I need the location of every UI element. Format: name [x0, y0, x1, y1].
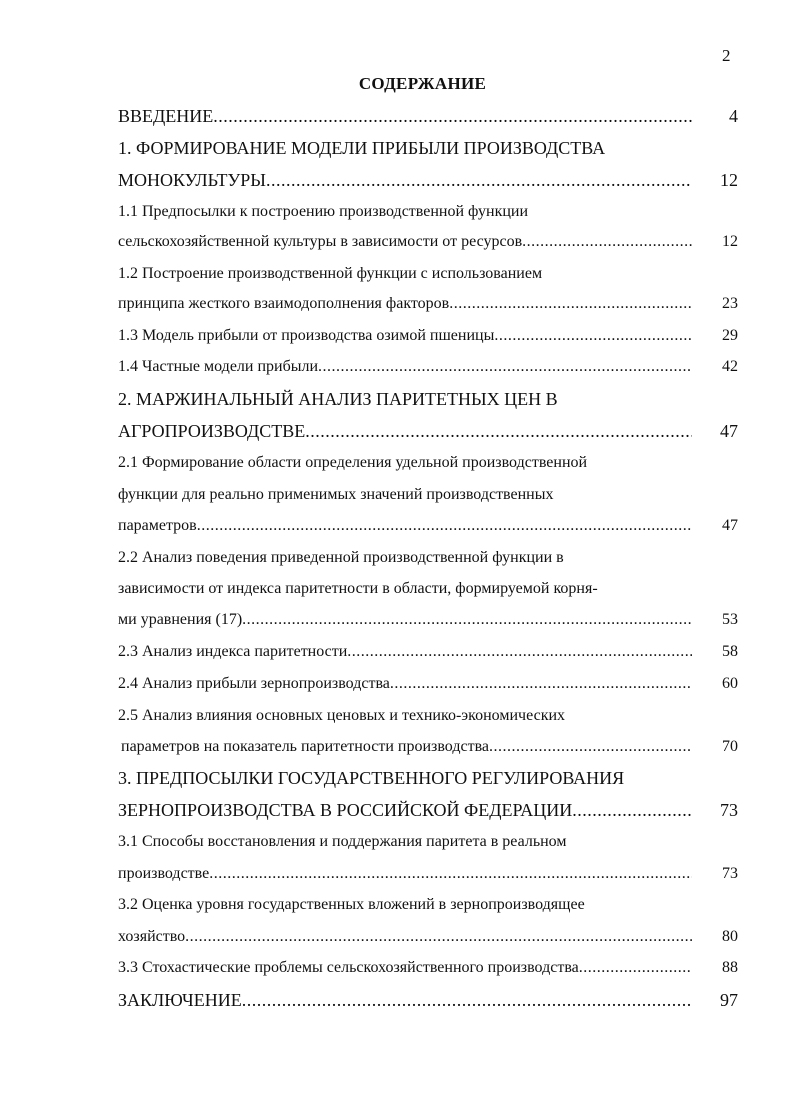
toc-entry-title: 3.3 Стохастические проблемы сельскохозяйственного производства [118, 959, 579, 976]
toc-leader-dots [494, 324, 692, 348]
toc-leader-dots [185, 925, 692, 949]
toc-entry-3-1-line-1: 3.1 Способы восстановления и поддержания паритета в реальном [118, 833, 567, 850]
toc-entry-title: параметров на показатель паритетности производства [121, 738, 490, 755]
toc-leader-dots [242, 988, 692, 1012]
toc-entry-1-1 [118, 230, 738, 254]
toc-entry-2-1-line-2: функции для реально применимых значений производственных [118, 486, 554, 503]
toc-leader-dots [266, 168, 692, 192]
toc-entry-chapter-3-line-1: 3. ПРЕДПОСЫЛКИ ГОСУДАРСТВЕННОГО РЕГУЛИРОВАНИЯ [118, 768, 625, 788]
toc-entry-1-4 [118, 355, 738, 379]
toc-entry-2-2-line-2: зависимости от индекса паритетности в области, формируемой корня- [118, 580, 598, 597]
toc-entry-page: 4 [729, 106, 738, 126]
toc-leader-dots [522, 230, 692, 254]
toc-entry-page: 60 [722, 675, 738, 692]
toc-entry-page: 73 [722, 865, 738, 882]
toc-entry-page: 47 [720, 421, 738, 441]
toc-entry-2-1-line-1: 2.1 Формирование области определения удельной производственной [118, 454, 588, 471]
toc-leader-dots [347, 640, 692, 664]
toc-entry-2-4 [118, 672, 738, 696]
toc-entry-page: 97 [720, 990, 738, 1010]
toc-leader-dots [489, 735, 692, 759]
toc-entry-chapter-2 [118, 419, 738, 443]
toc-leader-dots [318, 355, 692, 379]
toc-entry-introduction [118, 104, 738, 128]
page-title: СОДЕРЖАНИЕ [358, 74, 487, 93]
toc-entry-page: 12 [720, 170, 738, 190]
toc-entry-page: 12 [722, 233, 738, 250]
toc-entry-title: 2.4 Анализ прибыли зернопроизводства [118, 675, 390, 692]
toc-leader-dots [449, 292, 692, 316]
toc-entry-chapter-3 [118, 798, 738, 822]
toc-leader-dots [390, 672, 692, 696]
toc-entry-chapter-1-line-1: 1. ФОРМИРОВАНИЕ МОДЕЛИ ПРИБЫЛИ ПРОИЗВОДСТВА [118, 138, 606, 158]
toc-leader-dots [213, 104, 692, 128]
toc-entry-1-3 [118, 324, 738, 348]
toc-leader-dots [305, 419, 692, 443]
toc-entry-page: 70 [722, 738, 738, 755]
toc-entry-title: ми уравнения (17) [118, 611, 243, 628]
toc-entry-2-2 [118, 608, 738, 632]
toc-entry-page: 23 [722, 295, 738, 312]
toc-entry-page: 73 [720, 800, 738, 820]
toc-entry-title: ВВЕДЕНИЕ [118, 106, 214, 126]
toc-entry-title: МОНОКУЛЬТУРЫ [118, 170, 266, 190]
toc-leader-dots [209, 862, 692, 886]
toc-entry-page: 58 [722, 643, 738, 660]
toc-entry-title: ЗЕРНОПРОИЗВОДСТВА В РОССИЙСКОЙ ФЕДЕРАЦИИ [118, 800, 573, 820]
toc-entry-title: хозяйство [118, 928, 186, 945]
toc-entry-chapter-1 [118, 168, 738, 192]
toc-entry-title: ЗАКЛЮЧЕНИЕ [118, 990, 242, 1010]
toc-leader-dots [572, 798, 692, 822]
toc-entry-3-1 [118, 862, 738, 886]
toc-leader-dots [579, 956, 692, 980]
toc-entry-3-2 [118, 925, 738, 949]
toc-entry-title: АГРОПРОИЗВОДСТВЕ [118, 421, 306, 441]
toc-entry-chapter-2-line-1: 2. МАРЖИНАЛЬНЫЙ АНАЛИЗ ПАРИТЕТНЫХ ЦЕН В [118, 389, 558, 409]
toc-entry-title: 1.3 Модель прибыли от производства озимой пшеницы [118, 327, 495, 344]
page-number: 2 [722, 46, 731, 65]
toc-entry-page: 88 [722, 959, 738, 976]
toc-entry-page: 47 [722, 517, 738, 534]
toc-entry-conclusion [118, 988, 738, 1012]
toc-leader-dots [242, 608, 692, 632]
toc-entry-title: параметров [118, 517, 197, 534]
toc-entry-title: 2.3 Анализ индекса паритетности [118, 643, 348, 660]
toc-entry-1-2 [118, 292, 738, 316]
toc-entry-page: 80 [722, 928, 738, 945]
toc-entry-title: сельскохозяйственной культуры в зависимости от ресурсов [118, 233, 523, 250]
toc-entry-3-3 [118, 956, 738, 980]
toc-entry-1-1-line-1: 1.1 Предпосылки к построению производственной функции [118, 203, 529, 220]
toc-entry-2-3 [118, 640, 738, 664]
toc-entry-title: производстве [118, 865, 210, 882]
toc-entry-1-2-line-1: 1.2 Построение производственной функции с использованием [118, 265, 543, 282]
toc-entry-2-5 [121, 735, 738, 759]
toc-entry-2-2-line-1: 2.2 Анализ поведения приведенной производственной функции в [118, 549, 564, 566]
toc-entry-title: 1.4 Частные модели прибыли [118, 358, 319, 375]
toc-entry-3-2-line-1: 3.2 Оценка уровня государственных вложений в зернопроизводящее [118, 896, 585, 913]
toc-entry-page: 53 [722, 611, 738, 628]
toc-leader-dots [197, 514, 692, 538]
toc-entry-2-5-line-1: 2.5 Анализ влияния основных ценовых и технико-экономических [118, 707, 566, 724]
toc-entry-page: 29 [722, 327, 738, 344]
toc-entry-page: 42 [722, 358, 738, 375]
toc-entry-2-1 [118, 514, 738, 538]
toc-entry-title: принципа жесткого взаимодополнения факторов [118, 295, 450, 312]
